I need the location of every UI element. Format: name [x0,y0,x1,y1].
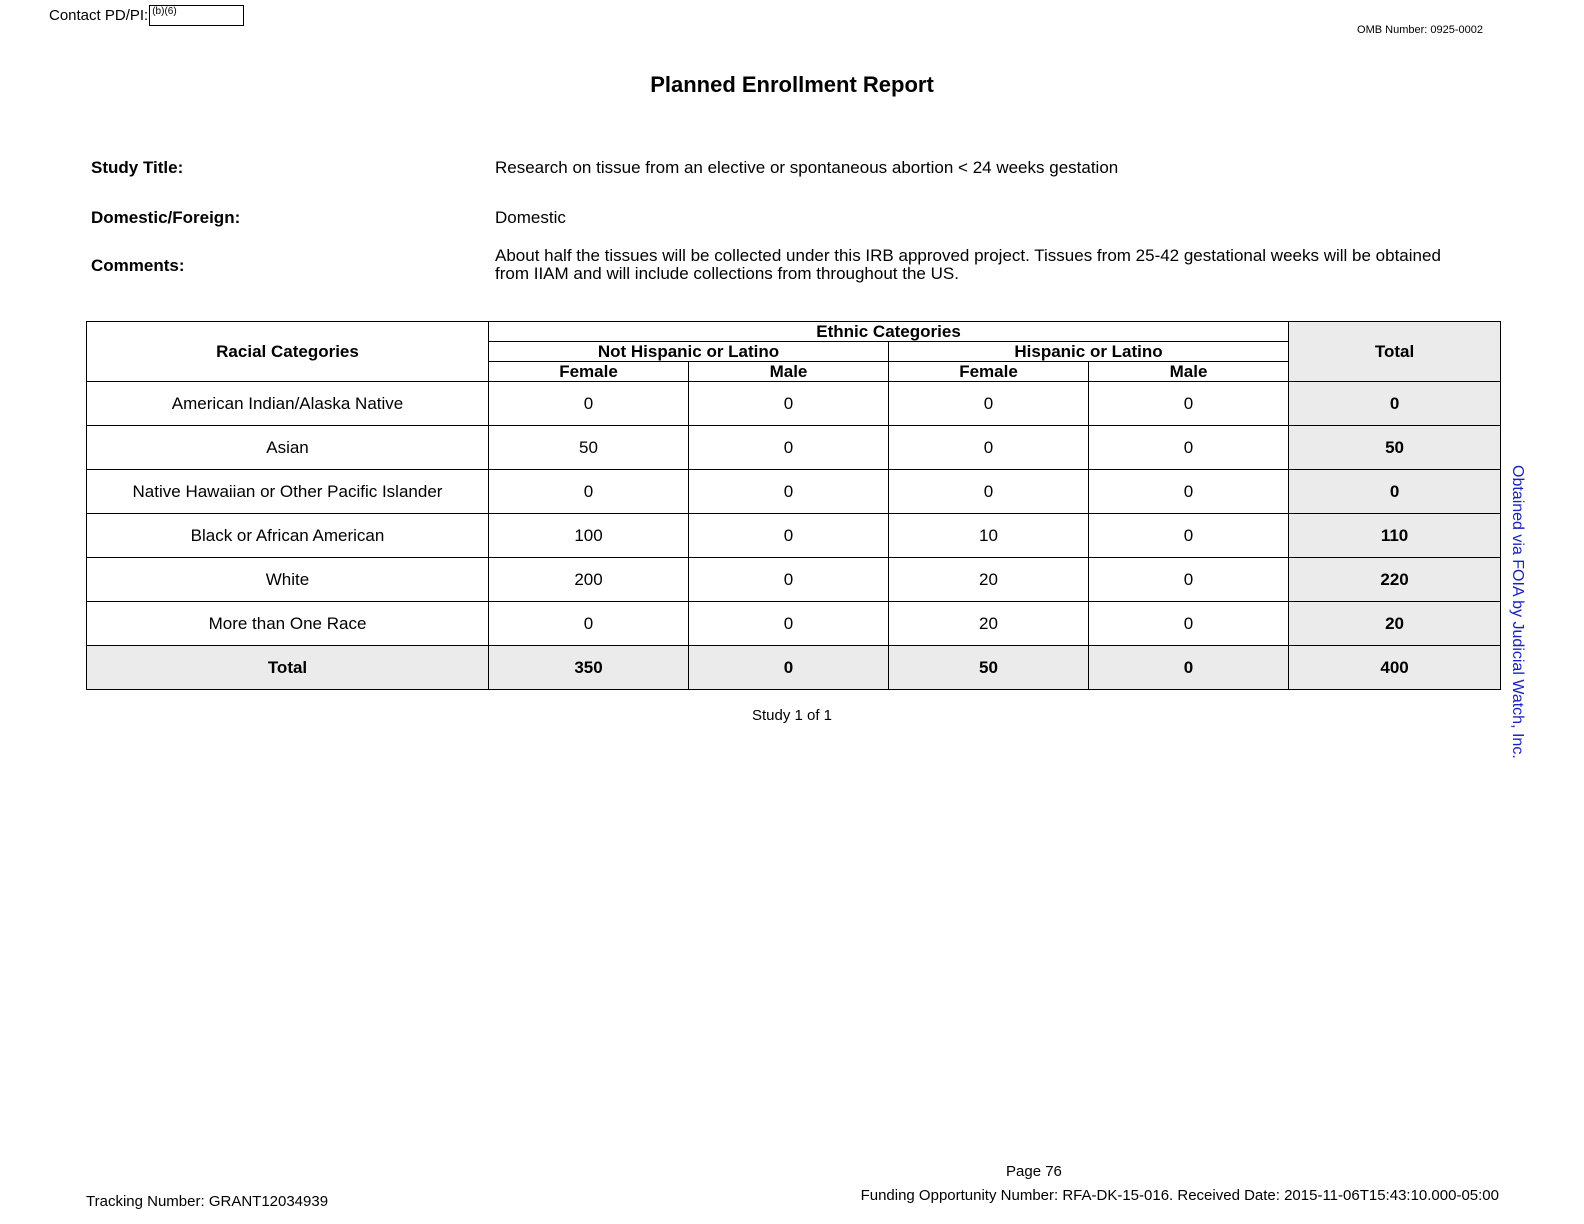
nh-male-cell: 0 [689,602,889,646]
contact-pi-line [49,5,244,26]
row-total-cell: 0 [1289,470,1501,514]
domestic-foreign-value: Domestic [495,208,566,227]
comments-label: Comments: [91,256,185,275]
h-female-cell: 20 [889,558,1089,602]
h-female-header: Female [889,362,1089,382]
h-male-cell: 0 [1089,558,1289,602]
row-total-cell: 50 [1289,426,1501,470]
race-cell: Black or African American [87,514,489,558]
nh-male-header: Male [689,362,889,382]
table-row [87,558,1501,602]
omb-number: OMB Number: 0925-0002 [1357,24,1483,36]
study-title-label: Study Title: [91,158,184,177]
tracking-number: Tracking Number: GRANT12034939 [86,1193,329,1210]
nh-male-cell: 0 [689,470,889,514]
h-female-cell: 0 [889,470,1089,514]
table-row [87,426,1501,470]
total-column-header: Total [1289,322,1501,382]
nh-female-header: Female [489,362,689,382]
race-cell: White [87,558,489,602]
nh-male-cell: 0 [689,426,889,470]
h-male-cell: 0 [1089,602,1289,646]
redaction-box: (b)(6) [149,5,244,26]
table-row [87,470,1501,514]
nh-male-cell: 0 [689,514,889,558]
h-female-cell: 0 [889,382,1089,426]
table-row [87,382,1501,426]
nh-female-cell: 0 [489,470,689,514]
row-total-cell: 220 [1289,558,1501,602]
not-hispanic-header: Not Hispanic or Latino [489,342,889,362]
totals-row [87,646,1501,690]
comments-value: About half the tissues will be collected under this IRB approved project. Tissues from 25-42 gestational weeks will be obtained from IIAM and will include collections from throughout the US. [495,246,1441,283]
domestic-foreign-label: Domestic/Foreign: [91,208,241,227]
h-male-cell: 0 [1089,470,1289,514]
h-male-cell: 0 [1089,426,1289,470]
race-cell: American Indian/Alaska Native [87,382,489,426]
hispanic-header: Hispanic or Latino [889,342,1289,362]
row-total-cell: 20 [1289,602,1501,646]
h-female-cell: 10 [889,514,1089,558]
nh-female-total-cell: 350 [489,646,689,690]
row-total-cell: 0 [1289,382,1501,426]
contact-label: Contact PD/PI: [49,7,149,24]
table-row [87,514,1501,558]
nh-male-cell: 0 [689,382,889,426]
nh-male-total-cell: 0 [689,646,889,690]
h-female-cell: 0 [889,426,1089,470]
race-cell: More than One Race [87,602,489,646]
nh-female-cell: 0 [489,382,689,426]
race-cell: Asian [87,426,489,470]
race-cell: Native Hawaiian or Other Pacific Islander [87,470,489,514]
nh-female-cell: 200 [489,558,689,602]
foia-watermark: Obtained via FOIA by Judicial Watch, Inc. [1509,465,1526,759]
h-female-cell: 20 [889,602,1089,646]
h-male-header: Male [1089,362,1289,382]
table-row [87,602,1501,646]
nh-female-cell: 100 [489,514,689,558]
row-total-cell: 110 [1289,514,1501,558]
ethnic-categories-header: Ethnic Categories [489,322,1289,342]
h-female-total-cell: 50 [889,646,1089,690]
totals-label-cell: Total [87,646,489,690]
report-title: Planned Enrollment Report [650,72,934,97]
funding-opportunity: Funding Opportunity Number: RFA-DK-15-016. Received Date: 2015-11-06T15:43:10.000-05:00 [860,1187,1499,1204]
grand-total-cell: 400 [1289,646,1501,690]
h-male-cell: 0 [1089,514,1289,558]
nh-female-cell: 0 [489,602,689,646]
nh-male-cell: 0 [689,558,889,602]
enrollment-table [86,321,1501,690]
study-count: Study 1 of 1 [751,707,833,724]
h-male-total-cell: 0 [1089,646,1289,690]
nh-female-cell: 50 [489,426,689,470]
study-title-value: Research on tissue from an elective or spontaneous abortion < 24 weeks gestation [495,158,1119,177]
racial-categories-header: Racial Categories [87,322,489,382]
page-number: Page 76 [1006,1163,1062,1180]
h-male-cell: 0 [1089,382,1289,426]
